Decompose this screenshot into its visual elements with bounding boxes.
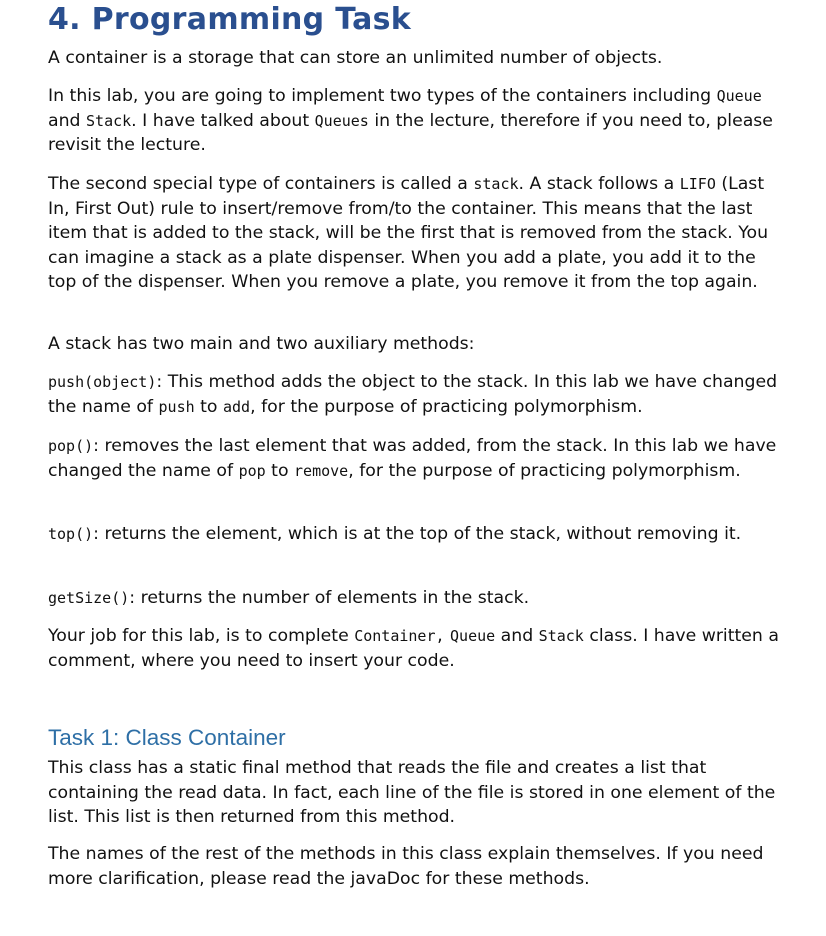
code-push: push [158, 397, 195, 416]
code-lifo: LIFO [679, 175, 716, 193]
text: (Last In, First Out) rule to insert/remove from/to the container. This means that the last item that is added to the stack, will be the first that is removed from the stack. You can imagine a stack as a plate dispenser. When you add a plate, you add it to the top of the dispenser. When you remove a plate, you remove it from the top again. [48, 174, 769, 293]
text: class. I have written a comment, where you need to insert your code. [48, 626, 779, 671]
text: . I have talked about [131, 110, 315, 131]
text: to [265, 460, 295, 481]
task1-paragraph-2: The names of the rest of the methods in this class explain themselves. If you need more clarification, please read the javaDoc for these methods. [48, 844, 764, 889]
code-queue: Queue [716, 87, 762, 105]
getsize-paragraph [48, 586, 788, 611]
text: In this lab, you are going to implement two types of the containers including [48, 86, 717, 106]
text: : removes the last element that was added, from the stack. In this lab we have changed the name of [48, 436, 777, 481]
code-stack: stack [473, 175, 519, 193]
section-heading: 4. Programming Task [48, 2, 412, 37]
containers-paragraph [48, 84, 788, 158]
code-push-object: push(object) [48, 373, 157, 391]
pop-paragraph [48, 434, 788, 483]
text: : returns the element, which is at the top of the stack, without removing it. [93, 524, 742, 544]
code-remove: remove [294, 461, 349, 480]
code-stack: Stack [86, 111, 132, 130]
code-queues: Queues [314, 111, 369, 130]
code-queue: Queue [450, 627, 496, 645]
code-stack: Stack [538, 627, 584, 645]
code-add: add [222, 397, 251, 416]
text: , for the purpose of practicing polymorphism. [250, 396, 643, 417]
code-pop-call: pop() [48, 437, 94, 455]
code-getsize-call: getSize() [48, 589, 130, 607]
task1-paragraph-1: This class has a static final method that reads the file and creates a list that containing the read data. In fact, each line of the file is stored in one element of the list. This list is then returned from this method. [48, 758, 776, 828]
stack-description-paragraph [48, 172, 788, 295]
code-top-call: top() [48, 525, 94, 543]
code-container: Container, [354, 627, 445, 645]
text: : returns the number of elements in the stack. [129, 588, 530, 608]
push-paragraph [48, 370, 788, 419]
text: and [48, 110, 87, 131]
task1-heading: Task 1: Class Container [48, 725, 286, 750]
code-pop: pop [238, 461, 266, 480]
top-paragraph [48, 522, 788, 547]
text: . A stack follows a [518, 174, 680, 194]
text: and [495, 626, 539, 646]
text: Your job for this lab, is to complete [48, 626, 355, 646]
intro-paragraph: A container is a storage that can store an unlimited number of objects. [48, 48, 663, 68]
text: : This method adds the object to the stack. In this lab we have changed the name of [48, 372, 778, 417]
job-paragraph [48, 624, 788, 673]
text: in the lecture, therefore if you need to, please revisit the lecture. [48, 110, 773, 156]
text: to [194, 396, 223, 417]
text: The second special type of containers is called a [48, 174, 474, 194]
methods-intro-paragraph: A stack has two main and two auxiliary methods: [48, 334, 475, 354]
text: , for the purpose of practicing polymorphism. [348, 460, 741, 481]
